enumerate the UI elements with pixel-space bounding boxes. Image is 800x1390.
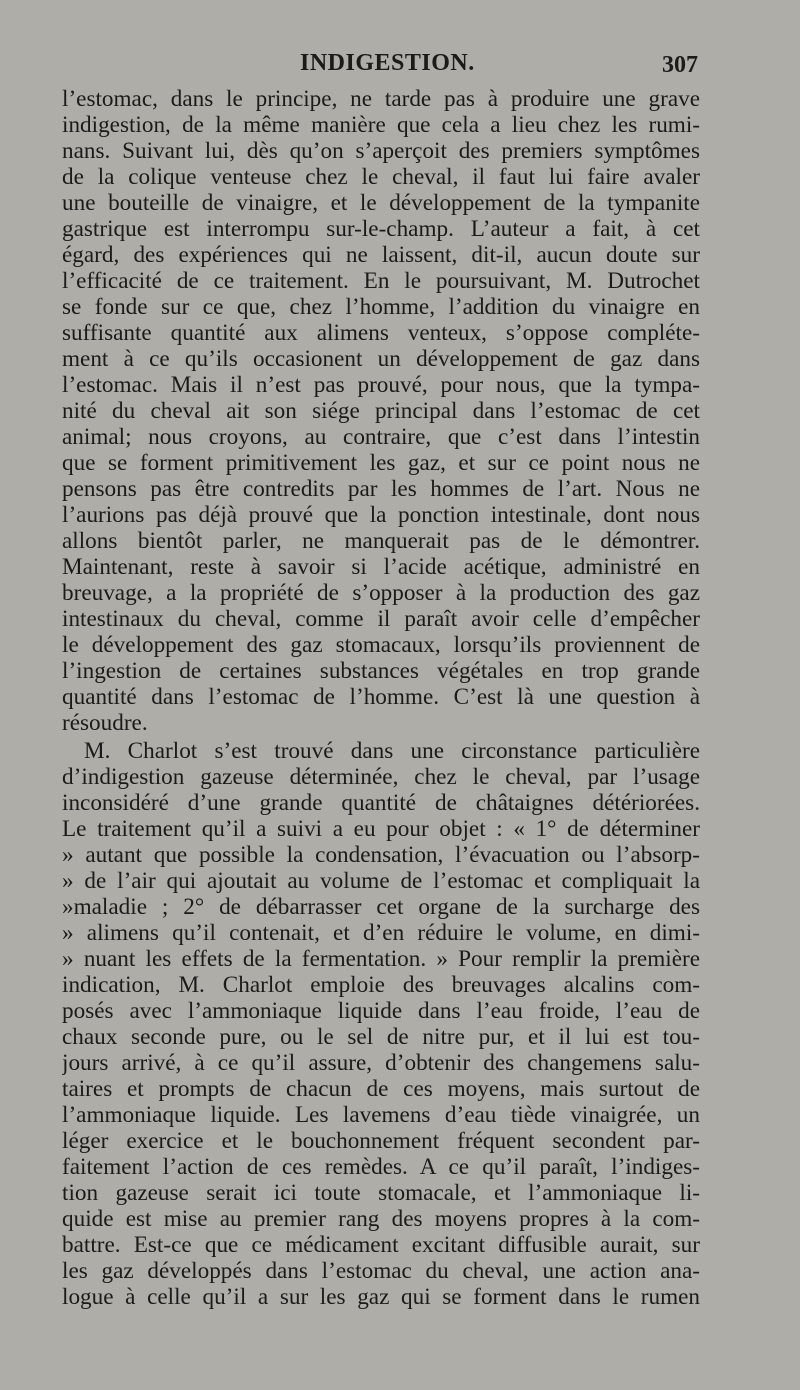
running-title: INDIGESTION. (300, 50, 475, 76)
text-line: tion gazeuse serait ici toute stomacale, et l’ammoniaque li- (62, 1180, 700, 1206)
text-line: pensons pas être contredits par les hommes de l’art. Nous ne (62, 476, 700, 502)
text-line: faitement l’action de ces remèdes. A ce qu’il paraît, l’indiges- (62, 1154, 700, 1180)
text-line: Maintenant, reste à savoir si l’acide acétique, administré en (62, 554, 700, 580)
text-line: le développement des gaz stomacaux, lorsqu’ils proviennent de (62, 632, 700, 658)
text-line: l’aurions pas déjà prouvé que la ponction intestinale, dont nous (62, 502, 700, 528)
text-line: que se forment primitivement les gaz, et sur ce point nous ne (62, 450, 700, 476)
text-line: » nuant les effets de la fermentation. » Pour remplir la première (62, 946, 700, 972)
text-line: M. Charlot s’est trouvé dans une circonstance particulière (84, 738, 700, 764)
text-line: chaux seconde pure, ou le sel de nitre pur, et il lui est tou- (62, 1024, 700, 1050)
text-line: intestinaux du cheval, comme il paraît avoir celle d’empêcher (62, 606, 700, 632)
text-line: battre. Est-ce que ce médicament excitant diffusible aurait, sur (62, 1232, 700, 1258)
text-line: » de l’air qui ajoutait au volume de l’estomac et compliquait la (62, 868, 700, 894)
text-line: léger exercice et le bouchonnement fréquent secondent par- (62, 1128, 700, 1154)
text-line: »maladie ; 2° de débarrasser cet organe de la surcharge des (62, 894, 700, 920)
text-line: taires et prompts de chacun de ces moyens, mais surtout de (62, 1076, 700, 1102)
text-line: suffisante quantité aux alimens venteux, s’oppose compléte- (62, 320, 700, 346)
text-line: animal; nous croyons, au contraire, que c’est dans l’intestin (62, 424, 700, 450)
text-line: une bouteille de vinaigre, et le développement de la tympanite (62, 190, 700, 216)
text-line: d’indigestion gazeuse déterminée, chez le cheval, par l’usage (62, 764, 700, 790)
text-line: l’ammoniaque liquide. Les lavemens d’eau tiède vinaigrée, un (62, 1102, 700, 1128)
text-line: nans. Suivant lui, dès qu’on s’aperçoit des premiers symptômes (62, 138, 700, 164)
text-line: résoudre. (62, 710, 148, 736)
text-line: de la colique venteuse chez le cheval, il faut lui faire avaler (62, 164, 700, 190)
text-line: nité du cheval ait son siége principal dans l’estomac de cet (62, 398, 700, 424)
text-line: l’estomac. Mais il n’est pas prouvé, pour nous, que la tympa- (62, 372, 700, 398)
text-line: les gaz développés dans l’estomac du cheval, une action ana- (62, 1258, 700, 1284)
text-line: » autant que possible la condensation, l’évacuation ou l’absorp- (62, 842, 700, 868)
text-line: se fonde sur ce que, chez l’homme, l’addition du vinaigre en (62, 294, 700, 320)
text-line: breuvage, a la propriété de s’opposer à la production des gaz (62, 580, 700, 606)
text-line: l’ingestion de certaines substances végétales en trop grande (62, 658, 700, 684)
text-line: posés avec l’ammoniaque liquide dans l’eau froide, l’eau de (62, 998, 700, 1024)
text-line: logue à celle qu’il a sur les gaz qui se forment dans le rumen (62, 1284, 700, 1310)
page-number: 307 (662, 52, 698, 78)
text-line: Le traitement qu’il a suivi a eu pour objet : « 1° de déterminer (62, 816, 700, 842)
text-line: égard, des expériences qui ne laissent, dit-il, aucun doute sur (62, 242, 700, 268)
text-line: allons bientôt parler, ne manquerait pas de le démontrer. (62, 528, 700, 554)
text-line: inconsidéré d’une grande quantité de châtaignes détériorées. (62, 790, 700, 816)
text-line: l’estomac, dans le principe, ne tarde pas à produire une grave (62, 86, 700, 112)
text-line: indigestion, de la même manière que cela a lieu chez les rumi- (62, 112, 700, 138)
text-line: quide est mise au premier rang des moyens propres à la com- (62, 1206, 700, 1232)
text-line: ment à ce qu’ils occasionent un développement de gaz dans (62, 346, 700, 372)
text-line: indication, M. Charlot emploie des breuvages alcalins com- (62, 972, 700, 998)
text-line: » alimens qu’il contenait, et d’en réduire le volume, en dimi- (62, 920, 700, 946)
text-line: jours arrivé, à ce qu’il assure, d’obtenir des changemens salu- (62, 1050, 700, 1076)
text-line: quantité dans l’estomac de l’homme. C’est là une question à (62, 684, 700, 710)
text-line: gastrique est interrompu sur-le-champ. L’auteur a fait, à cet (62, 216, 700, 242)
text-line: l’efficacité de ce traitement. En le poursuivant, M. Dutrochet (62, 268, 700, 294)
